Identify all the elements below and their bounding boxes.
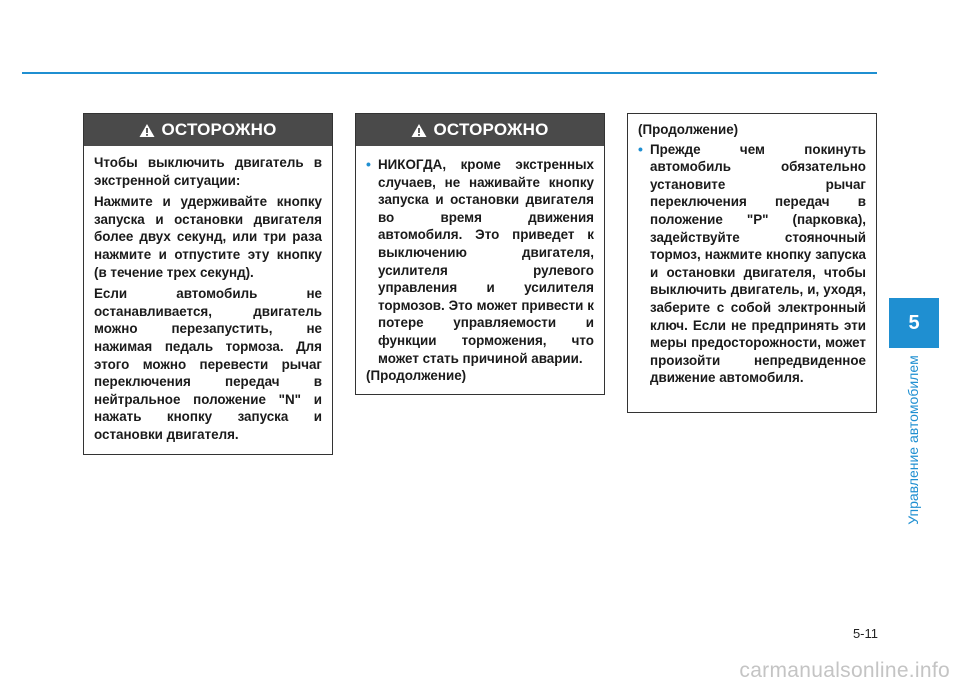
continuation-box-bullet-text: Прежде чем покинуть автомобиль обязательно установите рычаг переключения передач в положение "P" (парковка), задействуйте стояночный тормоз, нажмите кнопку запуска и остановки двигателя, чтобы выключить двигатель, и, уходя, заберите с собой электронный ключ. Если не предпринять эти меры предосторожности, может произойти непредвиденное движение автомобиля. bbox=[650, 141, 866, 386]
warning-box-1-paragraph: Чтобы выключить двигатель в экстренной ситуации: bbox=[94, 155, 322, 188]
top-divider-line bbox=[22, 72, 877, 74]
continuation-box-bullet-item bbox=[638, 141, 866, 387]
warning-box-2 bbox=[355, 113, 605, 395]
continuation-box-continued: (Продолжение) bbox=[638, 122, 739, 137]
warning-box-2-body bbox=[356, 146, 604, 391]
warning-box-1-paragraph: Нажмите и удерживайте кнопку запуска и остановки двигателя более двух секунд, или три раза нажмите и отпустите эту кнопку (в течение трех секунд). bbox=[94, 194, 322, 280]
warning-box-1-header bbox=[84, 114, 332, 146]
warning-box-2-bullet-text: НИКОГДА, кроме экстренных случаев, не наживайте кнопку запуска и остановки двигателя во время движения автомобиля. Это приведет к выключению двигателя, усилителя рулевого управления и усилителя тормозов. Это может привести к потере управляемости и функции торможения, что может стать причиной аварии. bbox=[378, 157, 594, 366]
chapter-number-tab: 5 bbox=[889, 298, 939, 348]
warning-box-1-title: ОСТОРОЖНО bbox=[161, 120, 277, 139]
warning-triangle-icon bbox=[139, 123, 155, 138]
page-number: 5-11 bbox=[852, 626, 878, 641]
continuation-box bbox=[627, 113, 877, 413]
warning-box-2-title: ОСТОРОЖНО bbox=[433, 120, 549, 139]
bullet-dot-icon: • bbox=[366, 156, 371, 172]
continuation-box-body bbox=[628, 114, 876, 393]
warning-box-1 bbox=[83, 113, 333, 455]
watermark-text: carmanualsonline.info bbox=[739, 659, 950, 682]
warning-box-2-header bbox=[356, 114, 604, 146]
chapter-title-vertical: Управление автомобилем bbox=[905, 355, 921, 525]
warning-box-2-bullet-item bbox=[366, 156, 594, 367]
warning-box-2-continued: (Продолжение) bbox=[366, 368, 467, 384]
warning-box-1-body bbox=[84, 146, 332, 454]
warning-triangle-icon bbox=[411, 123, 427, 138]
warning-box-1-paragraph: Если автомобиль не останавливается, двигатель можно перезапустить, не нажимая педаль тормоза. Для этого можно перевести рычаг переключения передач в нейтральное положение "N" и нажать кнопку запуска и остановки двигателя. bbox=[94, 286, 322, 442]
bullet-dot-icon: • bbox=[638, 140, 643, 157]
